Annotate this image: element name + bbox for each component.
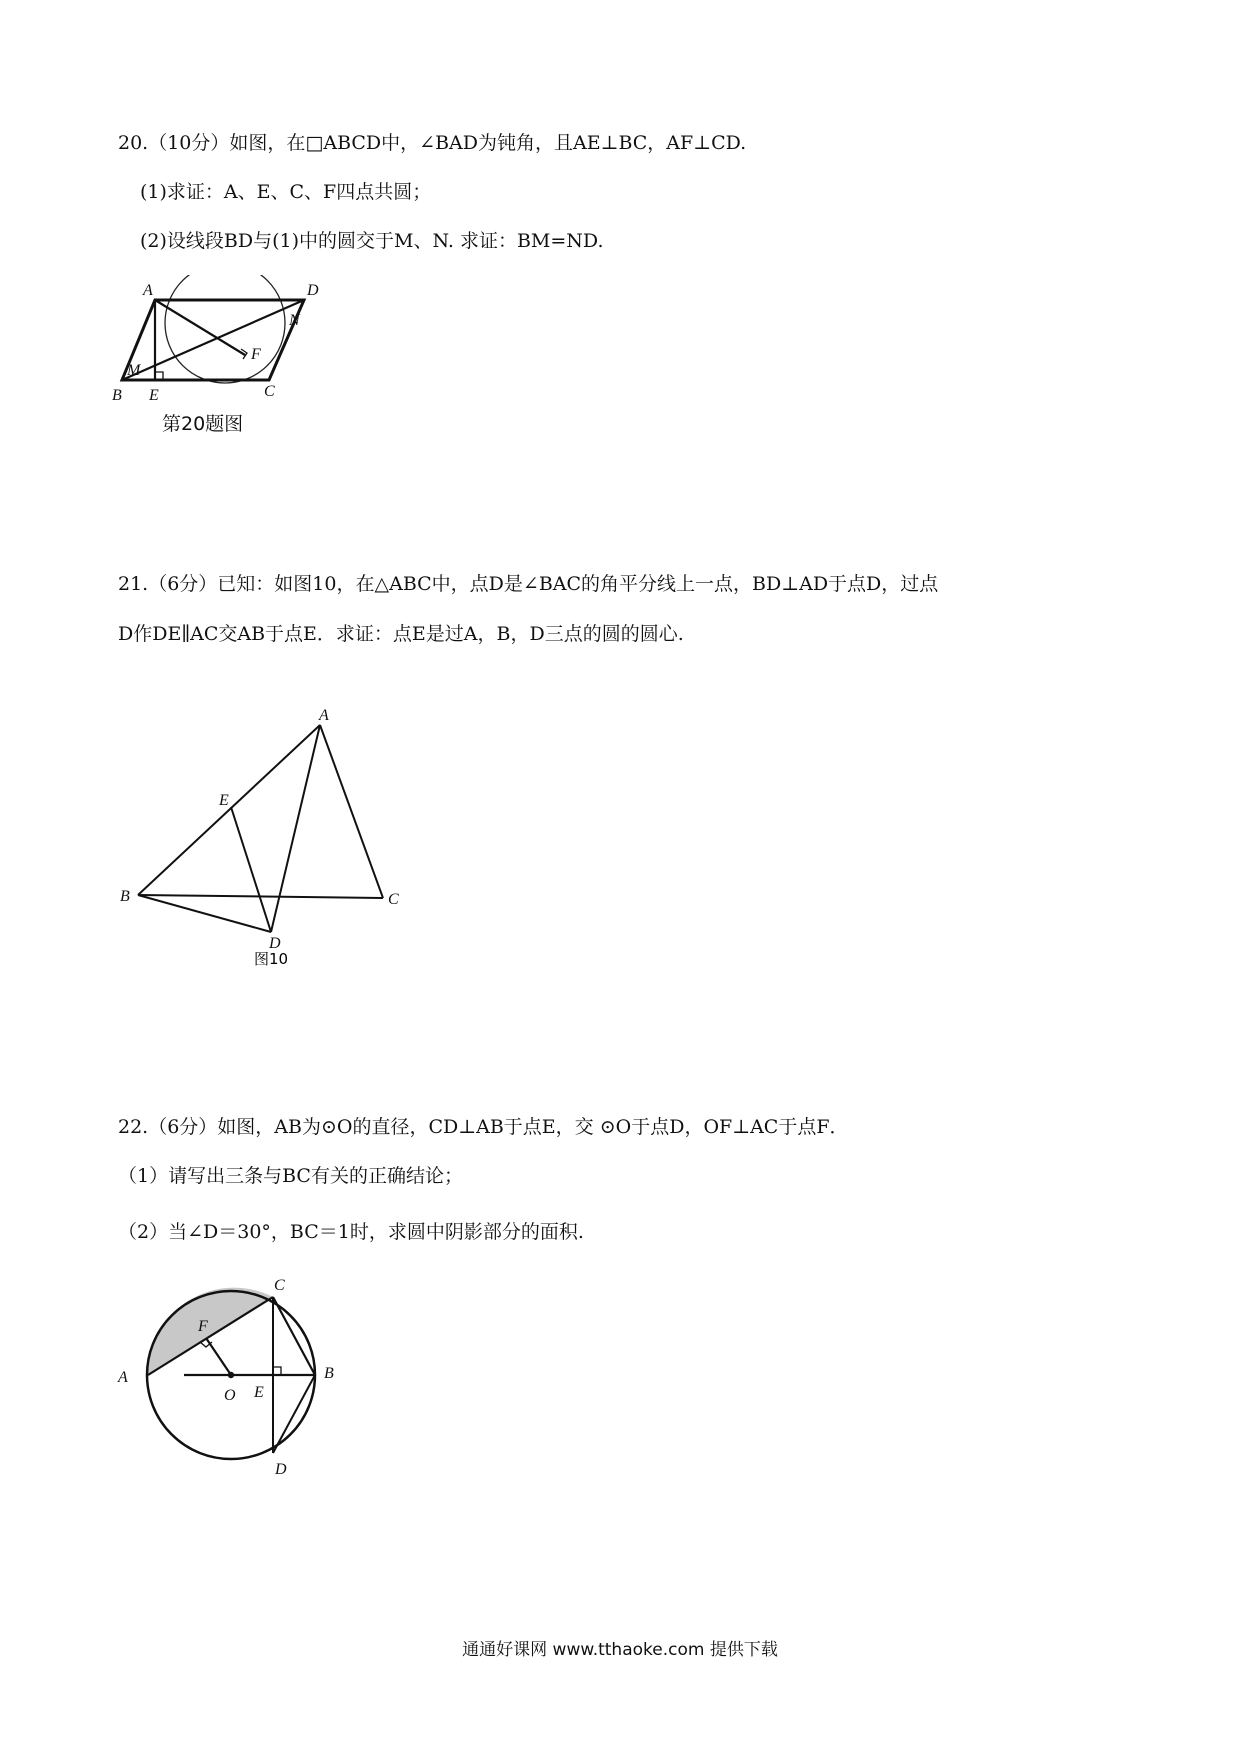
q21-label-B: B — [120, 888, 130, 905]
q21-diagram — [115, 700, 415, 970]
q20-diagram — [110, 275, 340, 440]
q22-label-B: B — [324, 1365, 334, 1382]
q20-caption: 第20题图 — [162, 413, 244, 435]
q20-circle — [165, 275, 285, 383]
q20-label-A: A — [143, 282, 153, 299]
q22-stem: 22.（6分）如图，AB为⊙O的直径，CD⊥AB于点E，交 ⊙O于点D，OF⊥AC于点F． — [118, 1116, 849, 1138]
q21-figure — [115, 700, 415, 970]
q22-part1: （1）请写出三条与BC有关的正确结论； — [118, 1165, 463, 1187]
q20-part2: (2)设线段BD与(1)中的圆交于M、N. 求证：BM=ND. — [140, 230, 604, 252]
q21-segment-AD — [271, 725, 320, 932]
q21-label-C: C — [388, 891, 399, 908]
q21-segment-ED — [231, 807, 271, 932]
q22-label-A: A — [118, 1369, 128, 1386]
q22-chord-CB — [273, 1297, 315, 1375]
q20-label-E: E — [149, 387, 159, 404]
q22-label-D: D — [275, 1461, 287, 1478]
q21-segment-AC — [320, 725, 383, 898]
q22-figure — [110, 1270, 360, 1485]
q22-label-E: E — [254, 1384, 264, 1401]
q20-label-N: N — [289, 312, 300, 329]
q22-shaded-segment — [148, 1288, 273, 1375]
q22-diagram — [110, 1270, 360, 1485]
q21-label-D: D — [269, 935, 281, 952]
q20-stem: 20.（10分）如图，在□ABCD中，∠BAD为钝角，且AE⊥BC，AF⊥CD. — [118, 132, 747, 154]
q20-label-M: M — [127, 362, 141, 379]
q20-label-D: D — [307, 282, 319, 299]
q21-line1: 21.（6分）已知：如图10，在△ABC中，点D是∠BAC的角平分线上一点，BD⊥AD于点D，过点 — [118, 573, 939, 595]
q20-label-F: F — [251, 346, 261, 363]
q22-label-C: C — [274, 1277, 285, 1294]
q22-right-angle-E — [273, 1367, 281, 1375]
q22-label-F: F — [198, 1318, 208, 1335]
q22-part2: （2）当∠D＝30°，BC＝1时，求圆中阴影部分的面积. — [118, 1221, 584, 1243]
q22-center-O — [228, 1372, 234, 1378]
q20-part1: (1)求证：A、E、C、F四点共圆； — [140, 181, 432, 203]
q22-chord-BD — [273, 1375, 315, 1453]
q20-figure — [110, 275, 340, 440]
q21-caption: 图10 — [254, 950, 289, 968]
q21-label-E: E — [219, 792, 229, 809]
footer-download-note: 通通好课网 www.tthaoke.com 提供下载 — [462, 1640, 778, 1660]
q20-label-C: C — [264, 383, 275, 400]
q20-label-B: B — [112, 387, 122, 404]
q21-segment-BD — [138, 895, 271, 932]
q21-label-A: A — [319, 707, 329, 724]
q21-line2: D作DE∥AC交AB于点E．求证：点E是过A，B，D三点的圆的圆心. — [118, 623, 684, 645]
q22-label-O: O — [224, 1387, 236, 1404]
q21-segment-AB — [138, 725, 320, 895]
